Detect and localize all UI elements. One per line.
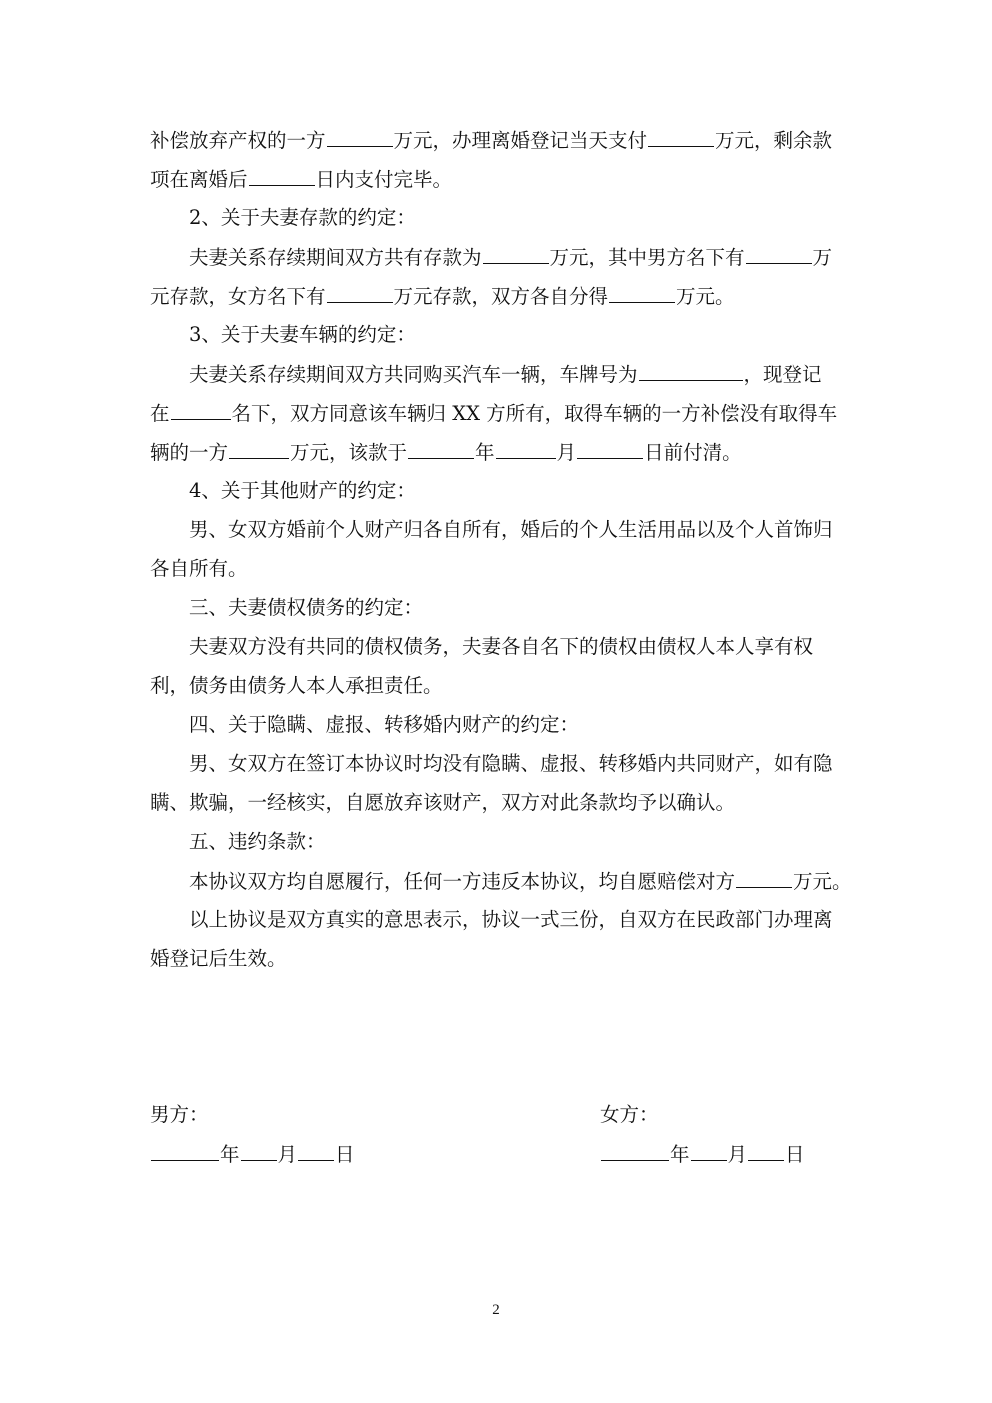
fill-blank — [151, 1141, 219, 1161]
text: 万元，剩余款 — [715, 129, 833, 152]
text: 日内支付完毕。 — [315, 168, 453, 191]
text: 月 — [277, 1143, 298, 1166]
fill-blank — [298, 1141, 334, 1161]
paragraph-deposits-line-1 — [189, 244, 850, 270]
male-date-line — [150, 1141, 355, 1168]
text: 万 — [812, 246, 833, 269]
paragraph-other-property-line-1: 男、女双方婚前个人财产归各自所有，婚后的个人生活用品以及个人首饰归 — [189, 518, 833, 541]
text: 万元。 — [793, 870, 852, 893]
paragraph-concealment-line-1: 男、女双方在签订本协议时均没有隐瞒、虚报、转移婚内共同财产，如有隐 — [189, 752, 833, 775]
text: 万元，办理离婚登记当天支付 — [393, 129, 648, 152]
section-heading-deposits: 2、关于夫妻存款的约定： — [189, 206, 416, 229]
text: 日 — [785, 1143, 805, 1166]
female-party-label: 女方： — [600, 1103, 659, 1126]
text: 万元，其中男方名下有 — [549, 246, 745, 269]
fill-blank — [746, 244, 812, 264]
fill-blank — [327, 283, 393, 303]
section-heading-concealment: 四、关于隐瞒、虚报、转移婚内财产的约定： — [189, 713, 580, 736]
fill-blank — [736, 868, 792, 888]
text: 本协议双方均自愿履行，任何一方违反本协议，均自愿赔偿对方 — [189, 870, 736, 893]
paragraph-effectiveness-line-1: 以上协议是双方真实的意思表示，协议一式三份，自双方在民政部门办理离 — [189, 908, 833, 931]
text: 辆的一方 — [150, 441, 229, 464]
paragraph-concealment-line-2: 瞒、欺骗，一经核实，自愿放弃该财产，双方对此条款均予以确认。 — [150, 791, 736, 814]
fill-blank — [171, 400, 231, 420]
section-heading-breach: 五、违约条款： — [189, 830, 326, 853]
section-heading-other-property: 4、关于其他财产的约定： — [189, 479, 416, 502]
text: 万元存款，双方各自分得 — [393, 285, 609, 308]
paragraph-breach — [189, 868, 850, 894]
text: 在 — [150, 402, 170, 425]
text: 年 — [670, 1143, 690, 1166]
paragraph-debts-line-2: 利，债务由债务人本人承担责任。 — [150, 674, 443, 697]
text: 万元。 — [676, 285, 735, 308]
text: 万元，该款于 — [290, 441, 408, 464]
section-heading-debts: 三、夫妻债权债务的约定： — [189, 596, 424, 619]
text: 元存款，女方名下有 — [150, 285, 326, 308]
paragraph-vehicle-line-1 — [189, 361, 850, 387]
paragraph-debts-line-1: 夫妻双方没有共同的债权债务，夫妻各自名下的债权由债权人本人享有权 — [189, 635, 814, 658]
text: 年 — [220, 1143, 240, 1166]
fill-blank — [483, 244, 549, 264]
text: 夫妻关系存续期间双方共有存款为 — [189, 246, 482, 269]
paragraph-compensation-line-2 — [150, 166, 850, 192]
fill-blank — [609, 283, 675, 303]
text: 月 — [727, 1143, 748, 1166]
fill-blank — [648, 127, 714, 147]
text: 年 — [475, 441, 495, 464]
text: ，现登记 — [743, 363, 822, 386]
fill-blank — [691, 1141, 727, 1161]
text: 补偿放弃产权的一方 — [150, 129, 326, 152]
paragraph-compensation-line-1 — [150, 127, 850, 153]
paragraph-vehicle-line-2 — [150, 400, 850, 426]
fill-blank — [601, 1141, 669, 1161]
male-party-label: 男方： — [150, 1103, 209, 1126]
text: 夫妻关系存续期间双方共同购买汽车一辆，车牌号为 — [189, 363, 638, 386]
paragraph-vehicle-line-3 — [150, 439, 850, 465]
fill-blank — [241, 1141, 277, 1161]
page-number: 2 — [492, 1302, 500, 1318]
text: 日 — [335, 1143, 355, 1166]
text: 名下，双方同意该车辆归 XX 方所有，取得车辆的一方补偿没有取得车 — [231, 402, 838, 425]
fill-blank — [408, 439, 474, 459]
paragraph-effectiveness-line-2: 婚登记后生效。 — [150, 947, 287, 970]
paragraph-other-property-line-2: 各自所有。 — [150, 557, 248, 580]
section-heading-vehicle: 3、关于夫妻车辆的约定： — [189, 323, 416, 346]
fill-blank — [249, 166, 315, 186]
fill-blank — [229, 439, 289, 459]
fill-blank — [748, 1141, 784, 1161]
text: 月 — [556, 441, 577, 464]
fill-blank — [327, 127, 393, 147]
fill-blank — [639, 361, 743, 381]
text: 日前付清。 — [644, 441, 742, 464]
fill-blank — [577, 439, 643, 459]
paragraph-deposits-line-2 — [150, 283, 850, 309]
female-date-line — [600, 1141, 805, 1168]
text: 项在离婚后 — [150, 168, 248, 191]
fill-blank — [496, 439, 556, 459]
